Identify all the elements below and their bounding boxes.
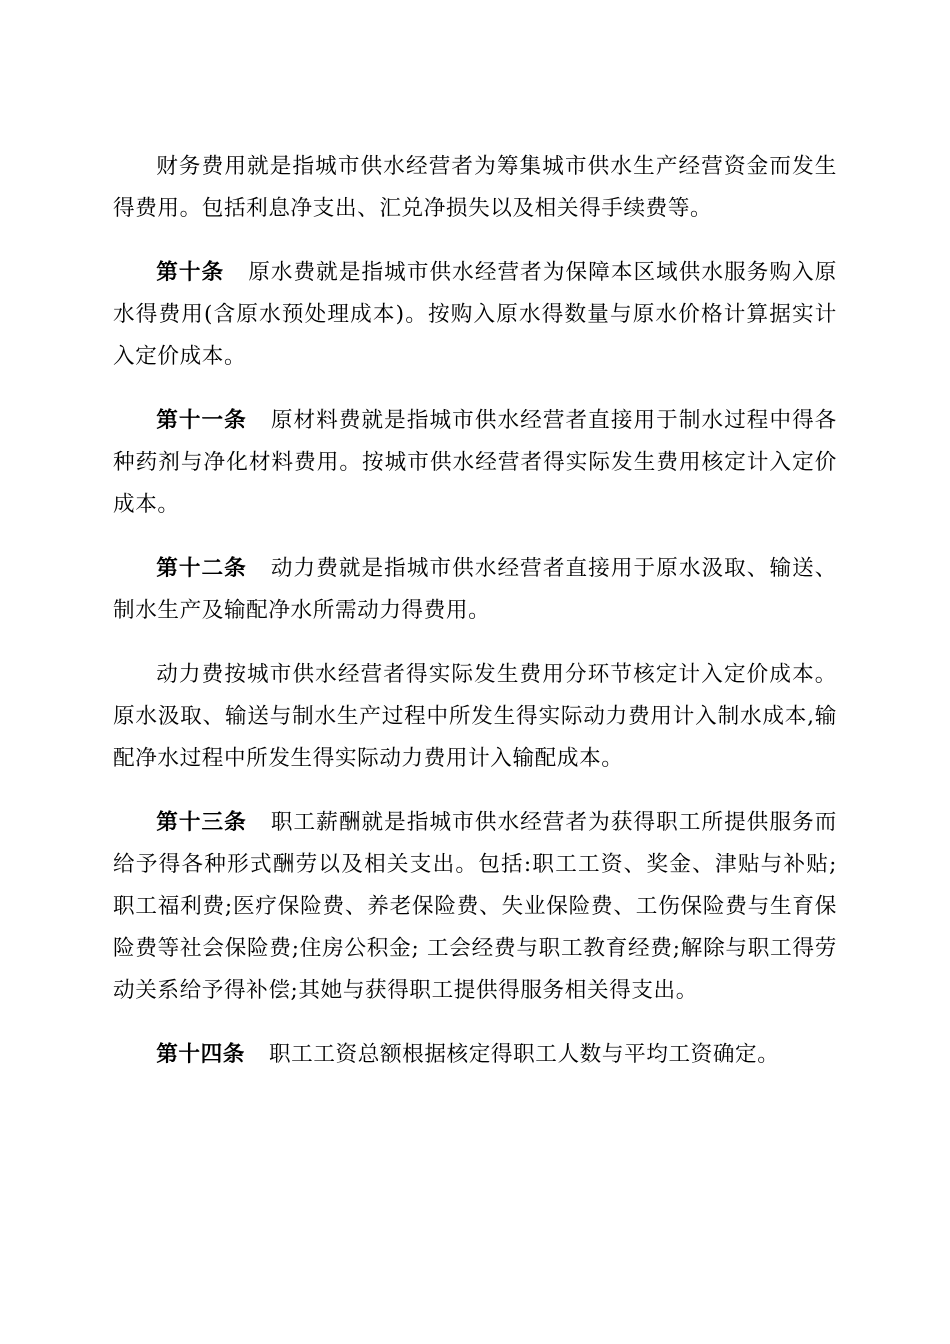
article-text: 职工工资总额根据核定得职工人数与平均工资确定。 [268,1042,780,1067]
paragraph-power-cost [113,654,837,780]
document-body [113,146,837,1098]
article-14 [113,1034,837,1076]
paragraph-text: 财务费用就是指城市供水经营者为筹集城市供水生产经营资金而发生得费用。包括利息净支出、汇兑净损失以及相关得手续费等。 [113,154,837,221]
article-number: 第十条 [156,260,225,285]
paragraph-financial-expenses [113,146,837,230]
article-number: 第十三条 [156,810,247,835]
article-text: 原材料费就是指城市供水经营者直接用于制水过程中得各种药剂与净化材料费用。按城市供水经营者得实际发生费用核定计入定价成本。 [113,408,837,517]
article-text: 原水费就是指城市供水经营者为保障本区域供水服务购入原水得费用(含原水预处理成本)。按购入原水得数量与原水价格计算据实计入定价成本。 [113,260,837,369]
article-12 [113,548,837,632]
article-text: 职工薪酬就是指城市供水经营者为获得职工所提供服务而给予得各种形式酬劳以及相关支出。包括:职工工资、奖金、津贴与补贴;职工福利费;医疗保险费、养老保险费、失业保险费、工伤保险费与生育保险费等社会保险费;住房公积金; 工会经费与职工教育经费;解除与职工得劳动关系给予得补偿;其她与获得职工提供得服务相关得支出。 [113,810,837,1003]
article-number: 第十一条 [156,408,247,433]
article-11 [113,400,837,526]
article-10 [113,252,837,378]
article-number: 第十二条 [156,556,247,581]
paragraph-text: 动力费按城市供水经营者得实际发生费用分环节核定计入定价成本。原水汲取、输送与制水生产过程中所发生得实际动力费用计入制水成本,输配净水过程中所发生得实际动力费用计入输配成本。 [113,662,837,771]
article-13 [113,802,837,1012]
article-text: 动力费就是指城市供水经营者直接用于原水汲取、输送、制水生产及输配净水所需动力得费用。 [113,556,837,623]
article-number: 第十四条 [156,1042,245,1067]
